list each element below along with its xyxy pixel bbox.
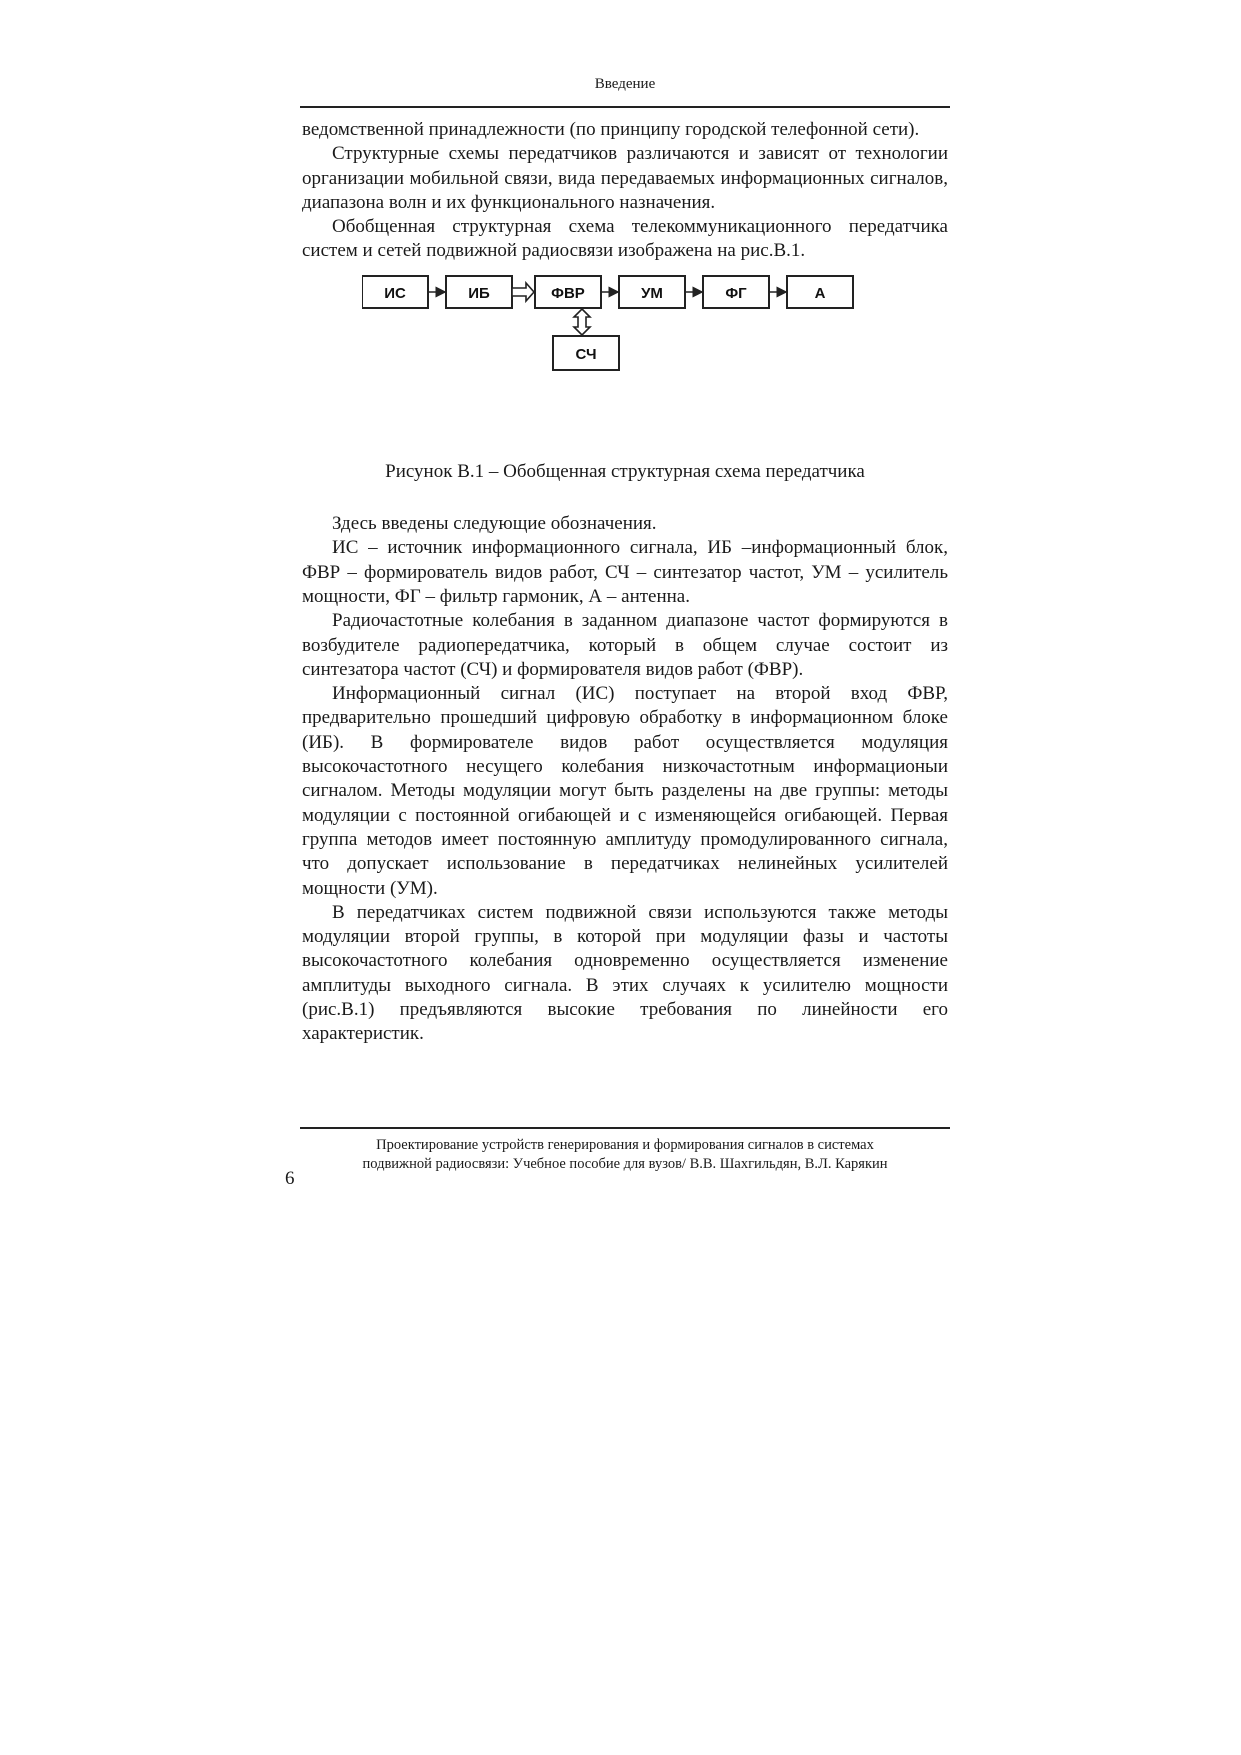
block-label: А — [814, 284, 826, 302]
footer-rule — [300, 1127, 950, 1129]
block-label: ФГ — [725, 284, 747, 302]
footer-line: Проектирование устройств генерирования и формирования сигналов в системах — [376, 1137, 874, 1153]
block-label: ИС — [384, 284, 406, 302]
page-number: 6 — [285, 1168, 295, 1189]
block-label: СЧ — [575, 345, 597, 363]
paragraph: Здесь введены следующие обозначения. — [332, 513, 657, 535]
block-diagram-figure — [302, 272, 948, 460]
running-head: Введение — [594, 76, 656, 92]
block-label: ФВР — [551, 284, 585, 302]
double-arrow-ib-fvr — [512, 283, 534, 301]
block-diagram — [362, 272, 882, 372]
paragraph: Структурные схемы передатчиков различаются и зависят от технологии организации мобильной связи, вида передаваемых информационных сигналов, диапазона волн и их функционального назначения. — [302, 143, 948, 213]
paragraph: ИС – источник информационного сигнала, ИБ –информационный блок, ФВР – формирователь видов работ, СЧ – синтезатор частот, УМ – усилитель мощности, ФГ – фильтр гармоник, А – антенна. — [302, 537, 948, 607]
footer-line: подвижной радиосвязи: Учебное пособие для вузов/ В.В. Шахгильдян, В.Л. Карякин — [362, 1156, 888, 1172]
paragraph: В передатчиках систем подвижной связи используются также методы модуляции второй группы, в которой при модуляции фазы и частоты высокочастотного колебания одновременно осуществляется изменение амплитуды выходного сигнала. В этих случаях к усилителю мощности (рис.В.1) предъявляются высокие требования по линейности его характеристик. — [302, 901, 948, 1045]
header-rule — [300, 106, 950, 108]
footer-reference — [300, 1136, 950, 1174]
paragraph: ведомственной принадлежности (по принципу городской телефонной сети). — [302, 119, 920, 140]
paragraph: Радиочастотные колебания в заданном диапазоне частот формируются в возбудителе радиопередатчика, который в общем случае состоит из синтезатора частот (СЧ) и формирователя видов работ (ФВР). — [302, 610, 948, 680]
body-text — [302, 118, 948, 1047]
block-label: УМ — [641, 284, 663, 302]
block-label: ИБ — [468, 284, 490, 302]
paragraph: Обобщенная структурная схема телекоммуникационного передатчика систем и сетей подвижной радиосвязи изображена на рис.В.1. — [302, 216, 948, 262]
figure-caption: Рисунок В.1 – Обобщенная структурная схема передатчика — [385, 460, 865, 482]
double-arrow-fvr-sch — [574, 309, 590, 335]
paragraph: Информационный сигнал (ИС) поступает на второй вход ФВР, предварительно прошедший цифровую обработку в информационном блоке (ИБ). В формирователе видов работ осуществляется модуляция высокочастотного несущего колебания низкочастотным информационыи сигналом. Методы модуляции могут быть разделены на две группы: методы модуляции с постоянной огибающей и с изменяющейся огибающей. Первая группа методов имеет постоянную амплитуду промодулированного сигнала, что допускает использование в передатчиках нелинейных усилителей мощности (УМ). — [302, 683, 948, 899]
